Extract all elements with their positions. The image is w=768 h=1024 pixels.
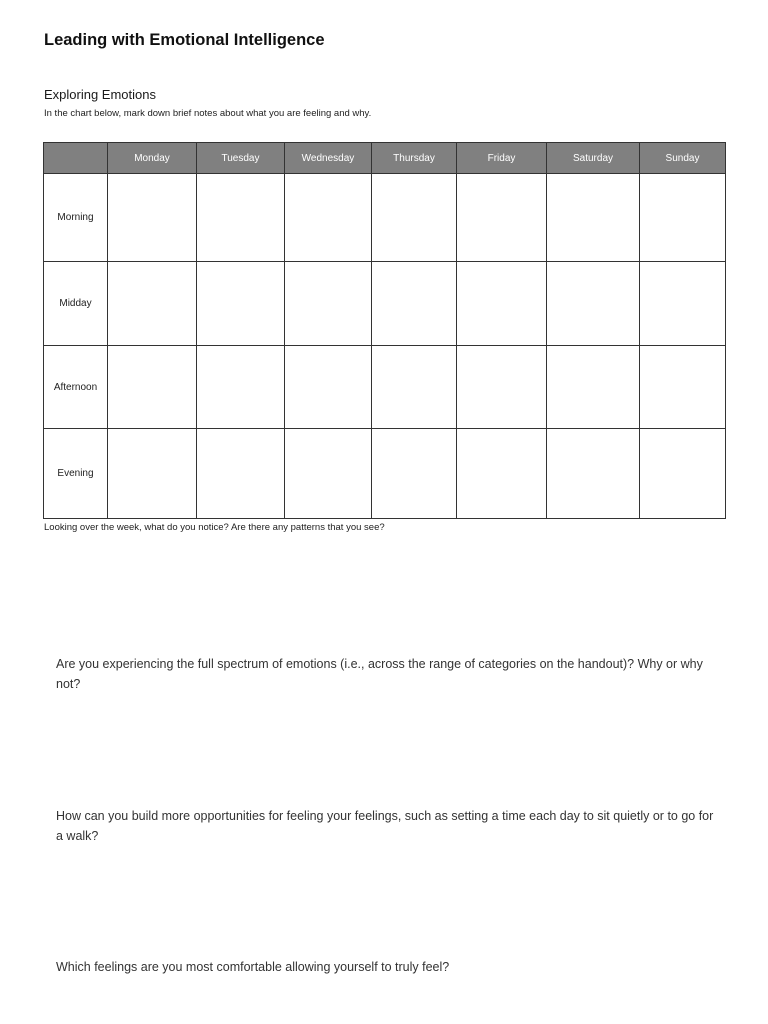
day-header: Sunday	[640, 143, 726, 174]
note-cell[interactable]	[197, 174, 285, 262]
day-header: Wednesday	[285, 143, 372, 174]
time-label: Morning	[44, 174, 108, 262]
chart-row	[44, 174, 726, 262]
note-cell[interactable]	[108, 262, 197, 346]
time-label: Afternoon	[44, 346, 108, 429]
note-cell[interactable]	[547, 429, 640, 519]
note-cell[interactable]	[285, 346, 372, 429]
note-cell[interactable]	[197, 429, 285, 519]
note-cell[interactable]	[197, 346, 285, 429]
note-cell[interactable]	[547, 262, 640, 346]
emotion-chart	[43, 142, 726, 519]
note-cell[interactable]	[372, 346, 457, 429]
note-cell[interactable]	[285, 174, 372, 262]
section-title: Exploring Emotions	[44, 87, 156, 102]
note-cell[interactable]	[285, 429, 372, 519]
day-header: Friday	[457, 143, 547, 174]
time-label: Midday	[44, 262, 108, 346]
note-cell[interactable]	[640, 429, 726, 519]
chart-row	[44, 346, 726, 429]
note-cell[interactable]	[285, 262, 372, 346]
note-cell[interactable]	[372, 262, 457, 346]
note-cell[interactable]	[640, 262, 726, 346]
question-comfortable-feelings: Which feelings are you most comfortable allowing yourself to truly feel?	[56, 960, 450, 974]
time-label: Evening	[44, 429, 108, 519]
note-cell[interactable]	[640, 346, 726, 429]
note-cell[interactable]	[457, 429, 547, 519]
note-cell[interactable]	[108, 429, 197, 519]
note-cell[interactable]	[197, 262, 285, 346]
question-spectrum: Are you experiencing the full spectrum of emotions (i.e., across the range of categories on the handout)? Why or why not?	[56, 657, 703, 691]
note-cell[interactable]	[640, 174, 726, 262]
chart-header-row	[44, 143, 726, 174]
question-opportunities: How can you build more opportunities for feeling your feelings, such as setting a time each day to sit quietly or to go for a walk?	[56, 809, 714, 843]
note-cell[interactable]	[108, 346, 197, 429]
chart-row	[44, 429, 726, 519]
instructions-text: In the chart below, mark down brief notes about what you are feeling and why.	[44, 108, 372, 119]
note-cell[interactable]	[372, 429, 457, 519]
chart-row	[44, 262, 726, 346]
note-cell[interactable]	[108, 174, 197, 262]
page-title: Leading with Emotional Intelligence	[44, 31, 325, 49]
note-cell[interactable]	[547, 174, 640, 262]
note-cell[interactable]	[457, 262, 547, 346]
corner-cell	[44, 143, 108, 174]
day-header: Saturday	[547, 143, 640, 174]
day-header: Tuesday	[197, 143, 285, 174]
note-cell[interactable]	[372, 174, 457, 262]
note-cell[interactable]	[457, 174, 547, 262]
day-header: Thursday	[372, 143, 457, 174]
day-header: Monday	[108, 143, 197, 174]
notice-prompt: Looking over the week, what do you notice? Are there any patterns that you see?	[44, 522, 385, 533]
note-cell[interactable]	[547, 346, 640, 429]
note-cell[interactable]	[457, 346, 547, 429]
